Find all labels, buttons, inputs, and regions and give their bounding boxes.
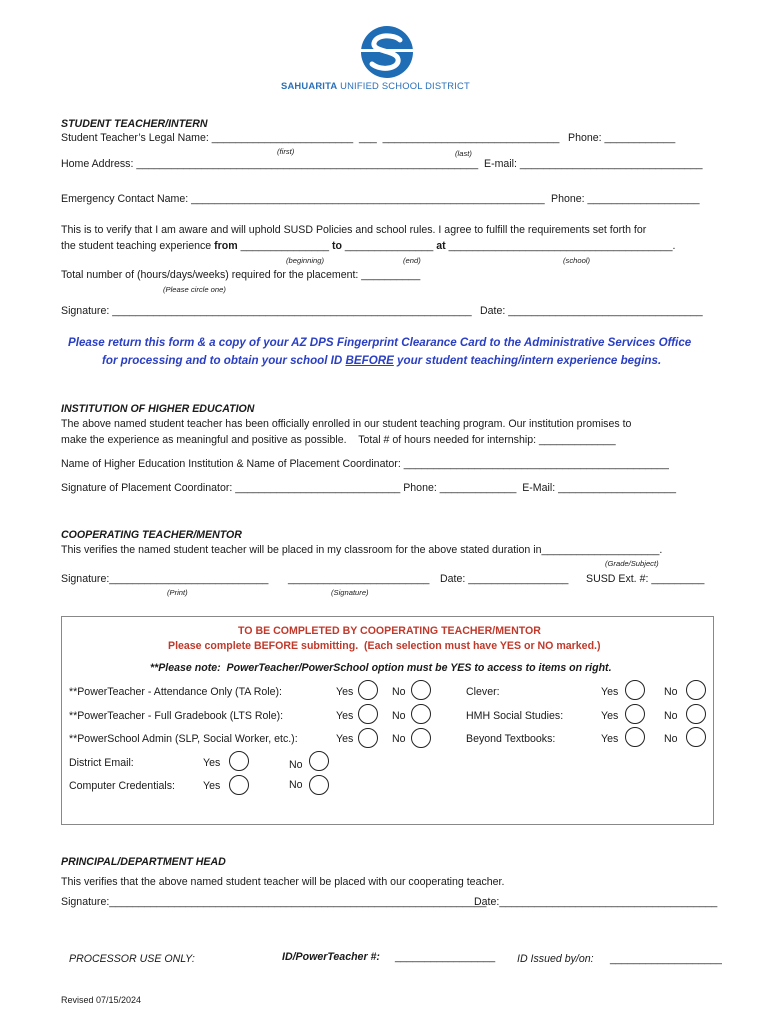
- emergency-phone-field[interactable]: Phone: ___________________: [551, 193, 700, 205]
- district-email-no-label: No: [289, 759, 303, 771]
- hmh-no-label: No: [664, 710, 678, 722]
- row3-no-radio[interactable]: [411, 728, 431, 748]
- credentials-yes-radio[interactable]: [229, 775, 249, 795]
- beyond-no-radio[interactable]: [686, 727, 706, 747]
- beyond-yes-label: Yes: [601, 733, 619, 745]
- row3-no-label: No: [392, 733, 406, 745]
- row1-no-radio[interactable]: [411, 680, 431, 700]
- principal-date-field[interactable]: Date:_____________________________________: [474, 896, 718, 908]
- district-email-no-radio[interactable]: [309, 751, 329, 771]
- principal-heading: PRINCIPAL/DEPARTMENT HEAD: [61, 856, 226, 868]
- clever-yes-radio[interactable]: [625, 680, 645, 700]
- beyond-yes-radio[interactable]: [625, 727, 645, 747]
- row1-no-label: No: [392, 686, 406, 698]
- cooperating-heading: COOPERATING TEACHER/MENTOR: [61, 529, 242, 541]
- circle-one-label: (Please circle one): [163, 285, 226, 294]
- signature-label: (Signature): [331, 588, 369, 597]
- beyond-textbooks-label: Beyond Textbooks:: [466, 733, 556, 745]
- coordinator-signature-field[interactable]: Signature of Placement Coordinator: ____________________________ Phone: _____________ E-Mail: ____________________: [61, 482, 676, 494]
- id-powerteacher-label: ID/PowerTeacher #:: [282, 951, 380, 963]
- verify-text-line1: This is to verify that I am aware and will uphold SUSD Policies and school rules. I agree to fulfill the requirements set forth for: [61, 224, 647, 236]
- id-issued-label: ID Issued by/on:: [517, 953, 594, 965]
- credentials-no-radio[interactable]: [309, 775, 329, 795]
- hmh-yes-radio[interactable]: [625, 704, 645, 724]
- row2-yes-radio[interactable]: [358, 704, 378, 724]
- home-address-field[interactable]: Home Address: __________________________________________________________: [61, 158, 479, 170]
- total-placement-field[interactable]: Total number of (hours/days/weeks) required for the placement: __________: [61, 269, 421, 281]
- clever-label: Clever:: [466, 686, 500, 698]
- row2-label: **PowerTeacher - Full Gradebook (LTS Role):: [69, 710, 284, 722]
- grade-subject-label: (Grade/Subject): [605, 559, 659, 568]
- student-heading: STUDENT TEACHER/INTERN: [61, 118, 208, 130]
- box-note: **Please note: PowerTeacher/PowerSchool option must be YES to access to items on right.: [150, 662, 612, 674]
- clever-yes-label: Yes: [601, 686, 619, 698]
- end-label: (end): [403, 256, 421, 265]
- verify-text-line2: the student teaching experience from _______________ to _______________ at ______________________________________.: [61, 240, 676, 252]
- beyond-no-label: No: [664, 733, 678, 745]
- notice-line2: for processing and to obtain your school ID BEFORE your student teaching/intern experience begins.: [102, 354, 662, 367]
- institution-line2[interactable]: make the experience as meaningful and positive as possible. Total # of hours needed for internship: _____________: [61, 434, 616, 446]
- institution-name-field[interactable]: Name of Higher Education Institution & Name of Placement Coordinator: _____________________________________________: [61, 458, 669, 470]
- school-label: (school): [563, 256, 591, 265]
- row1-label: **PowerTeacher - Attendance Only (TA Role):: [69, 686, 282, 698]
- cooperating-print-field[interactable]: Signature:___________________________: [61, 573, 269, 585]
- principal-signature-field[interactable]: Signature:________________________________________________________________: [61, 896, 487, 908]
- student-date-field[interactable]: Date: _________________________________: [480, 305, 703, 317]
- district-email-yes-radio[interactable]: [229, 751, 249, 771]
- cooperating-signature-field[interactable]: ________________________: [288, 573, 430, 585]
- row2-no-radio[interactable]: [411, 704, 431, 724]
- student-phone-field[interactable]: Phone: ____________: [568, 132, 676, 144]
- box-subtitle: Please complete BEFORE submitting. (Each selection must have YES or NO marked.): [168, 640, 601, 652]
- row1-yes-radio[interactable]: [358, 680, 378, 700]
- student-signature-field[interactable]: Signature: _____________________________________________________________: [61, 305, 472, 317]
- revised-date: Revised 07/15/2024: [61, 995, 142, 1005]
- legal-name-field[interactable]: Student Teacher’s Legal Name: ________________________ ___ ______________________________: [61, 132, 560, 144]
- credentials-no-label: No: [289, 779, 303, 791]
- clever-no-radio[interactable]: [686, 680, 706, 700]
- principal-line1: This verifies that the above named student teacher will be placed with our cooperating teacher.: [61, 876, 505, 888]
- susd-ext-field[interactable]: SUSD Ext. #: _________: [586, 573, 705, 585]
- row2-yes-label: Yes: [336, 710, 354, 722]
- cooperating-line1[interactable]: This verifies the named student teacher will be placed in my classroom for the above stated duration in____________________.: [61, 544, 663, 556]
- first-label: (first): [277, 147, 295, 156]
- row3-yes-label: Yes: [336, 733, 354, 745]
- notice-line1: Please return this form & a copy of your AZ DPS Fingerprint Clearance Card to the Administrative Services Office: [68, 336, 692, 349]
- computer-credentials-label: Computer Credentials:: [69, 780, 175, 792]
- district-logo-icon: [358, 26, 416, 78]
- hmh-yes-label: Yes: [601, 710, 619, 722]
- district-email-label: District Email:: [69, 757, 134, 769]
- hmh-no-radio[interactable]: [686, 704, 706, 724]
- student-email-field[interactable]: E-mail: _______________________________: [484, 158, 703, 170]
- id-powerteacher-field[interactable]: _________________: [395, 951, 496, 963]
- beginning-label: (beginning): [286, 256, 324, 265]
- box-title: TO BE COMPLETED BY COOPERATING TEACHER/MENTOR: [238, 625, 541, 637]
- emergency-contact-field[interactable]: Emergency Contact Name: ____________________________________________________________: [61, 193, 545, 205]
- district-email-yes-label: Yes: [203, 757, 221, 769]
- last-label: (last): [455, 149, 472, 158]
- institution-heading: INSTITUTION OF HIGHER EDUCATION: [61, 403, 255, 415]
- row2-no-label: No: [392, 710, 406, 722]
- row3-label: **PowerSchool Admin (SLP, Social Worker, etc.):: [69, 733, 298, 745]
- cooperating-date-field[interactable]: Date: _________________: [440, 573, 569, 585]
- row3-yes-radio[interactable]: [358, 728, 378, 748]
- print-label: (Print): [167, 588, 188, 597]
- district-name: SAHUARITA UNIFIED SCHOOL DISTRICT: [281, 80, 470, 91]
- credentials-yes-label: Yes: [203, 780, 221, 792]
- hmh-label: HMH Social Studies:: [466, 710, 564, 722]
- processor-label: PROCESSOR USE ONLY:: [69, 953, 195, 965]
- institution-line1: The above named student teacher has been officially enrolled in our student teaching program. Our institution promises to: [61, 418, 632, 430]
- clever-no-label: No: [664, 686, 678, 698]
- id-issued-field[interactable]: ___________________: [610, 953, 722, 965]
- row1-yes-label: Yes: [336, 686, 354, 698]
